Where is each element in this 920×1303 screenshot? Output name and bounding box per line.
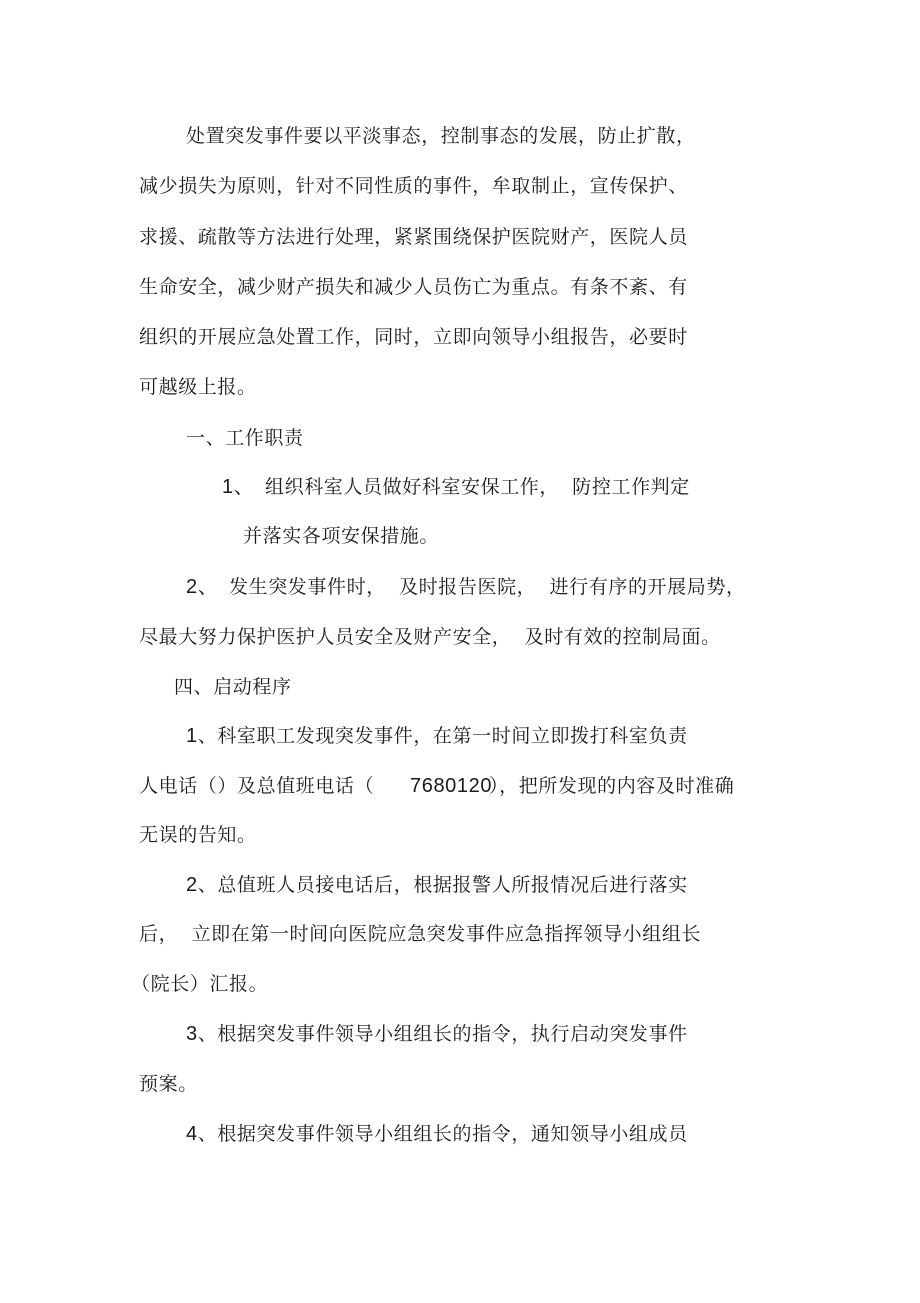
duty-2-line-2: 尽最大努力保护医护人员安全及财产安全， 及时有效的控制局面。 [139, 626, 721, 648]
intro-line-4: 生命安全，减少财产损失和减少人员伤亡为重点。有条不紊、有 [139, 276, 688, 298]
intro-line-3: 求援、疏散等方法进行处理，紧紧围绕保护医院财产，医院人员 [139, 226, 688, 248]
procedure-1-line-2b: ），把所发现的内容及时准确 [489, 775, 735, 797]
procedure-1-line-1 [186, 724, 688, 748]
procedure-1-number: 1 [186, 725, 198, 747]
procedure-4-line-1 [186, 1122, 688, 1146]
duty-1-line-2: 并落实各项安保措施。 [243, 525, 440, 547]
intro-line-6: 可越级上报。 [139, 376, 257, 398]
duty-1-line-1: 组织科室人员做好科室安保工作， 防控工作判定 [265, 476, 690, 498]
procedure-3-text: 、根据突发事件领导小组组长的指令，执行启动突发事件 [197, 1023, 688, 1045]
duty-phone-number: 7680120 [410, 775, 493, 797]
procedure-1-line-3: 无误的告知。 [139, 824, 257, 846]
procedure-2-line-3: （院长）汇报。 [131, 973, 269, 995]
duty-2-number: 2、 [186, 576, 219, 598]
section-heading-startup-procedure: 四、启动程序 [174, 676, 292, 698]
duty-2-line-1: 发生突发事件时， 及时报告医院， 进行有序的开展局势， [229, 576, 746, 598]
procedure-2-line-2: 后， 立即在第一时间向医院应急突发事件应急指挥领导小组组长 [139, 923, 702, 945]
procedure-4-number: 4 [186, 1123, 198, 1145]
intro-line-1: 处置突发事件要以平淡事态，控制事态的发展，防止扩散， [186, 125, 696, 147]
intro-line-2: 减少损失为原则，针对不同性质的事件，牟取制止，宣传保护、 [139, 175, 688, 197]
procedure-2-text: 、总值班人员接电话后，根据报警人所报情况后进行落实 [197, 874, 688, 896]
section-heading-work-duties: 一、工作职责 [186, 427, 304, 449]
procedure-2-line-1 [186, 873, 688, 897]
procedure-3-number: 3 [186, 1023, 198, 1045]
procedure-3-line-2: 预案。 [139, 1073, 198, 1095]
procedure-4-text: 、根据突发事件领导小组组长的指令，通知领导小组成员 [197, 1123, 688, 1145]
intro-line-5: 组织的开展应急处置工作，同时，立即向领导小组报告，必要时 [139, 326, 688, 348]
procedure-2-number: 2 [186, 874, 198, 896]
procedure-3-line-1 [186, 1022, 688, 1046]
procedure-1-line-2a: 人电话（）及总值班电话（ [139, 775, 375, 797]
procedure-1-text: 、科室职工发现突发事件，在第一时间立即拨打科室负责 [197, 725, 688, 747]
duty-1-number: 1、 [222, 476, 255, 498]
